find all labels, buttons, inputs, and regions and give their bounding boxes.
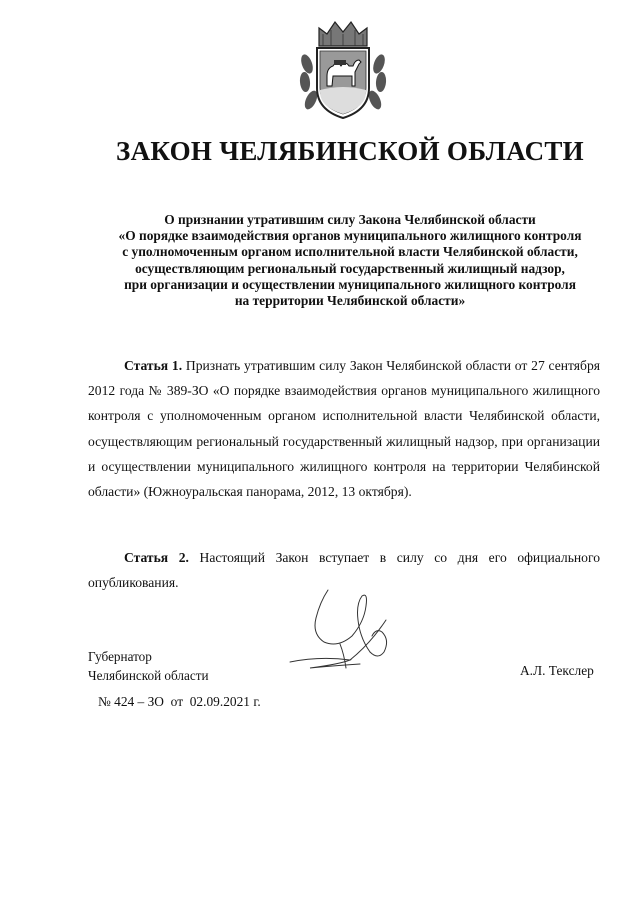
subtitle-line: на территории Челябинской области» (234, 293, 466, 309)
subtitle-line: «О порядке взаимодействия органов муниципального жилищного контроля (118, 228, 582, 244)
subtitle-line: О признании утратившим силу Закона Челябинской области (164, 212, 536, 227)
subtitle-line: при организации и осуществлении муниципального жилищного контроля (124, 276, 576, 292)
governor-title (88, 647, 209, 685)
handwritten-signature-icon (280, 582, 410, 682)
governor-name: А.Л. Текслер (520, 663, 594, 678)
article-1-label: Статья 1. (124, 358, 183, 373)
law-subtitle (60, 212, 640, 309)
subtitle-line: с уполномоченным органом исполнительной власти Челябинской области, (122, 244, 578, 260)
article-1-text: Признать утратившим силу Закон Челябинской области от 27 сентября 2012 года № 389-ЗО «О порядке взаимодействия органов муниципального жилищного контроля с уполномоченным органом исполнительной власти Челябинской области, осуществляющим региональный государственный жилищный надзор, при организации и осуществлении муниципального жилищного контроля на территории Челябинской области» (Южноуральская панорама, 2012, 13 октября). (88, 358, 600, 500)
chelyabinsk-coat-of-arms-icon (297, 16, 389, 122)
article-2-text: Настоящий Закон вступает в силу со дня его официального опубликования. (88, 550, 600, 591)
governor-title-line-1: Губернатор (88, 649, 152, 664)
article-2-label: Статья 2. (124, 550, 189, 565)
article-1 (88, 353, 600, 504)
subtitle-line: осуществляющим региональный государственный жилищный надзор, (135, 260, 565, 276)
document-title: ЗАКОН ЧЕЛЯБИНСКОЙ ОБЛАСТИ (116, 136, 584, 166)
governor-title-line-2: Челябинской области (88, 668, 209, 683)
law-number: № 424 – ЗО от 02.09.2021 г. (98, 694, 261, 709)
